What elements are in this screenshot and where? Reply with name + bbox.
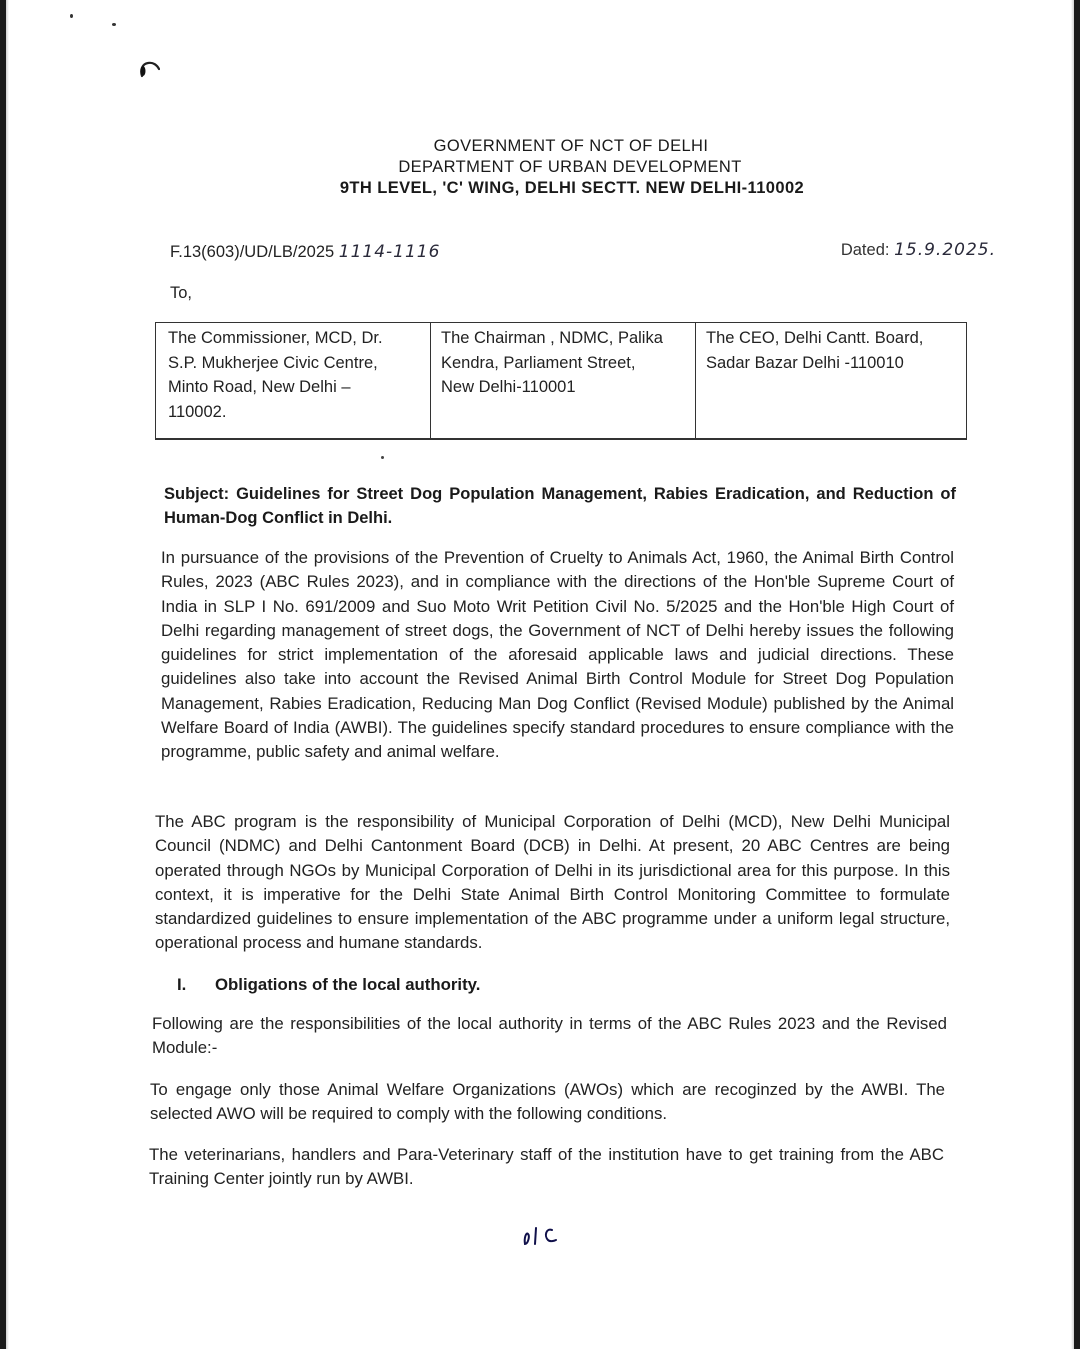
addressee-line: 110002.: [168, 402, 227, 421]
section-number: I.: [177, 975, 187, 994]
section-heading: [177, 975, 480, 995]
dated-label: Dated:: [840, 241, 890, 259]
scan-edge-left-shadow: [6, 0, 9, 1349]
addressee-table: [155, 322, 967, 440]
subject-line: Subject: Guidelines for Street Dog Population Management, Rabies Eradication, and Reduction of Human-Dog Conflict in Delhi.: [164, 485, 956, 527]
to-label: To,: [170, 284, 193, 302]
addressee-line: S.P. Mukherjee Civic Centre,: [168, 353, 378, 372]
addressee-line: The Chairman , NDMC, Palika: [441, 329, 663, 347]
scan-edge-right-shadow: [1071, 0, 1074, 1349]
letterhead-department: DEPARTMENT OF URBAN DEVELOPMENT: [398, 158, 742, 176]
addressee-line: Kendra, Parliament Street,: [441, 353, 636, 372]
addressee-line: New Delhi-110001: [441, 378, 576, 396]
addressee-dcb: [696, 323, 967, 440]
addressee-mcd: [156, 323, 431, 440]
handwritten-date: 15.9.2025.: [894, 240, 996, 260]
file-reference: [170, 242, 440, 262]
scan-edge-right: [1074, 0, 1080, 1349]
training-paragraph: The veterinarians, handlers and Para-Veterinary staff of the institution have to get training from the ABC Training Center jointly run by AWBI.: [149, 1145, 944, 1189]
addressee-line: Sadar Bazar Delhi -110010: [706, 353, 904, 372]
scan-speck: [70, 14, 73, 18]
abc-program-paragraph: The ABC program is the responsibility of Municipal Corporation of Delhi (MCD), New Delhi Municipal Council (NDMC) and Delhi Cantonment Board (DCB) in Delhi. At present, 20 ABC Centres are being operated through NGOs by Municipal Corporation of Delhi in its jurisdictional area for this purpose. In this context, it is imperative for the Delhi State Animal Birth Control Monitoring Committee to formulate standardized guidelines to ensure implementation of the ABC programme under a uniform legal structure, operational process and humane standards.: [155, 812, 950, 953]
handwritten-dispatch-number: 1114-1116: [338, 242, 441, 262]
addressee-row: [156, 323, 967, 440]
letterhead: [0, 136, 1080, 199]
punch-hole-mark-icon: [138, 60, 160, 78]
letterhead-address: 9TH LEVEL, 'C' WING, DELHI SECTT. NEW DELHI-110002: [339, 179, 805, 197]
awo-engagement-paragraph: To engage only those Animal Welfare Organizations (AWOs) which are recoginzed by the AWBI. The selected AWO will be required to comply with the following conditions.: [150, 1080, 945, 1124]
letterhead-government: GOVERNMENT OF NCT OF DELHI: [433, 137, 709, 155]
scan-speck: [112, 23, 116, 26]
addressee-line: The CEO, Delhi Cantt. Board,: [706, 329, 924, 347]
addressee-line: Minto Road, New Delhi –: [168, 378, 351, 396]
addressee-line: The Commissioner, MCD, Dr.: [168, 329, 383, 347]
handwritten-pto-note: [522, 1222, 562, 1253]
pto-handwriting-icon: [522, 1222, 562, 1248]
date-line: [841, 240, 996, 260]
file-number: F.13(603)/UD/LB/2025: [170, 243, 335, 261]
intro-paragraph: In pursuance of the provisions of the Prevention of Cruelty to Animals Act, 1960, the Animal Birth Control Rules, 2023 (ABC Rules 2023), and in compliance with the directions of the Hon'ble Supreme Court of India in SLP I No. 691/2009 and Suo Moto Writ Petition Civil No. 5/2025 and the Hon'ble High Court of Delhi regarding management of street dogs, the Government of NCT of Delhi hereby issues the following guidelines for strict implementation of the aforesaid applicable laws and judicial directions. These guidelines also take into account the Revised Animal Birth Control Module for Street Dog Population Management, Rabies Eradication, Reducing Man Dog Conflict (Revised Module) published by the Animal Welfare Board of India (AWBI). The guidelines specify standard procedures to ensure compliance with the programme, public safety and animal welfare.: [161, 548, 954, 762]
addressee-ndmc: [431, 323, 696, 440]
responsibilities-intro-paragraph: Following are the responsibilities of the local authority in terms of the ABC Rules 2023 and the Revised Module:-: [152, 1014, 947, 1058]
section-title: Obligations of the local authority.: [215, 975, 481, 994]
scan-speck: [381, 456, 384, 459]
